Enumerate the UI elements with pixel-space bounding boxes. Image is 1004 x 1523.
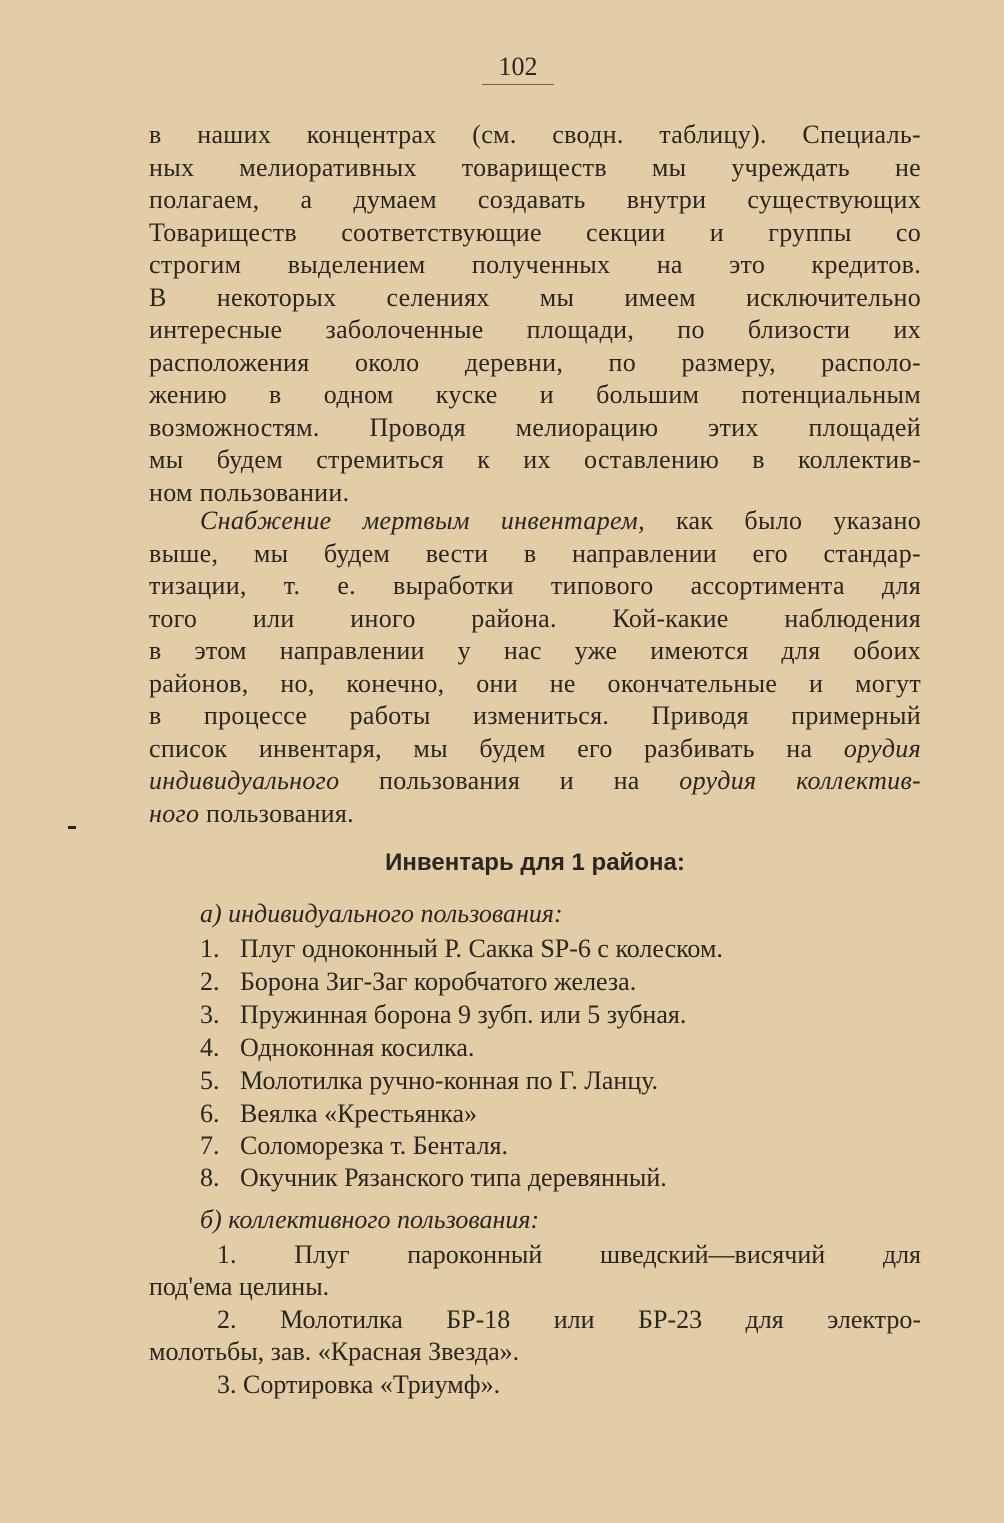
list-text: Одноконная косилка. [240, 1033, 475, 1062]
list-text: Пружинная борона 9 зубп. или 5 зубная. [240, 1000, 687, 1029]
list-item-line: молотьбы, зав. «Красная Звезда». [149, 1337, 520, 1366]
text-line: выше, мы будем вести в направлении его стандар- [149, 538, 921, 568]
list-item-line: под'ема целины. [149, 1272, 330, 1301]
page-number-rule [482, 84, 554, 85]
list-number: 6. [200, 1099, 220, 1128]
text-span: список инвентаря, мы будем его разбивать на [149, 733, 844, 763]
text-line: ных мелиоративных товариществ мы учреждать не [149, 152, 921, 182]
text-line: возможностям. Проводя мелиорацию этих площадей [149, 412, 921, 442]
emphasis-text: Снабжение мертвым инвентарем, [200, 506, 645, 535]
list-item-line: 3. Сортировка «Триумф». [217, 1370, 501, 1399]
list-text: Борона Зиг-Заг коробчатого железа. [240, 967, 637, 996]
list-number: 8. [200, 1163, 220, 1192]
emphasis-text: ного [149, 798, 200, 828]
text-line: мы будем стремиться к их оставлению в коллектив- [149, 445, 921, 474]
subsection-title: б) коллективного пользования: [200, 1205, 540, 1234]
text-span: пользования и на [339, 766, 680, 795]
list-text: Веялка «Крестьянка» [240, 1099, 478, 1128]
list-item-line: 2. Молотилка БР-18 или БР-23 для электро- [217, 1305, 921, 1334]
list-item [200, 1032, 474, 1065]
list-number: 3. [200, 1000, 220, 1029]
text-line: в процессе работы измениться. Приводя примерный [149, 701, 921, 730]
list-item [200, 1065, 658, 1098]
text-line: интересные заболоченные площади, по близости их [149, 315, 921, 344]
text-line: в наших концентрах (см. сводн. таблицу). Специаль- [149, 120, 921, 149]
section-heading: Инвентарь для 1 района: [385, 849, 685, 876]
text-line [149, 765, 921, 798]
emphasis-text: орудия [843, 733, 921, 763]
list-item [200, 1098, 477, 1131]
subsection-title: а) индивидуального пользования: [200, 899, 563, 928]
text-line: районов, но, конечно, они не окончательные и могут [149, 668, 921, 698]
text-line: строгим выделением полученных на это кредитов. [149, 250, 921, 279]
list-item [200, 1162, 667, 1195]
text-line: тизации, т. е. выработки типового ассортимента для [149, 571, 921, 600]
text-line [149, 733, 921, 766]
list-item-line: 1. Плуг пароконный шведский—висячий для [217, 1240, 921, 1269]
emphasis-text: индивидуального [149, 766, 340, 795]
list-text: Молотилка ручно-конная по Г. Ланцу. [240, 1066, 659, 1095]
text-span: пользования. [199, 798, 354, 828]
list-text: Плуг одноконный Р. Сакка SP-6 с колеском. [240, 934, 723, 963]
list-item [200, 966, 636, 999]
margin-mark [68, 826, 76, 829]
text-line: Товариществ соответствующие секции и группы со [149, 217, 921, 247]
text-line: того или иного района. Кой-какие наблюдения [149, 603, 921, 633]
list-item [200, 999, 686, 1032]
text-line: В некоторых селениях мы имеем исключительно [149, 282, 921, 312]
list-number: 5. [200, 1066, 220, 1095]
list-number: 1. [200, 934, 220, 963]
text-span: как было указано [644, 506, 921, 535]
text-line [149, 798, 921, 831]
list-text: Окучник Рязанского типа деревянный. [240, 1163, 667, 1192]
text-line: полагаем, а думаем создавать внутри существующих [149, 185, 921, 214]
list-item [200, 1130, 508, 1163]
list-number: 4. [200, 1033, 220, 1062]
list-text: Соломорезка т. Бенталя. [240, 1131, 509, 1160]
list-number: 2. [200, 967, 220, 996]
text-line: ном пользовании. [149, 477, 350, 507]
emphasis-text: орудия коллектив- [679, 766, 921, 795]
text-line: жению в одном куске и большим потенциальным [149, 380, 921, 409]
text-line [200, 505, 921, 538]
text-line: расположения около деревни, по размеру, располо- [149, 347, 921, 377]
list-item [200, 933, 723, 966]
page-number: 102 [498, 52, 538, 81]
list-number: 7. [200, 1131, 220, 1160]
text-line: в этом направлении у нас уже имеются для обоих [149, 636, 921, 665]
